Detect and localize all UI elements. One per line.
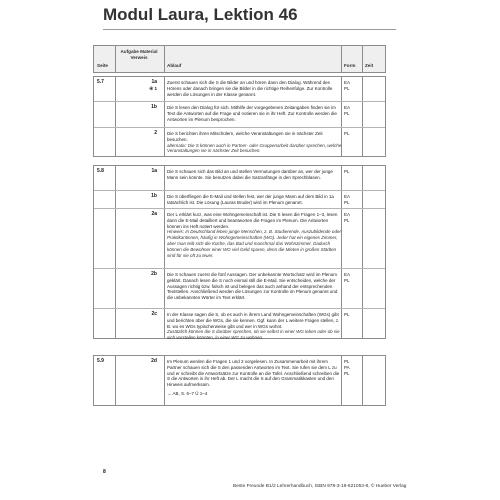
table-row	[94, 166, 385, 190]
task-number: 2b	[151, 271, 157, 277]
procedure-text: Die S berichten ihren Mitschülern, welche Veranstaltungen sie in nächster Zeit besuchen.	[167, 131, 323, 142]
table-row	[94, 208, 385, 268]
header-aufgabe: Aufgabe Material Verweis	[120, 49, 158, 60]
work-form: EA PL	[344, 80, 351, 91]
procedure-text: Zuerst schauen sich die S die Bilder an und hören dann den Dialog. Während des Hörens oder danach bringen sie die Bilder in die richtige Reihenfolge. Zur Kontrolle werden die Lösungen in der Klasse genannt.	[167, 80, 333, 97]
lesson-section-5-9	[93, 355, 386, 406]
table-row	[94, 77, 385, 101]
table-row	[94, 308, 385, 339]
procedure-note: Hinweis: In Deutschland leben junge Menschen, z. B. Studierende, Auszubildende oder Praktikantinnen, häufig in Wohngemeinschaften (WG). Jeder hat ein eigenes Zimmer, aber man teilt sich die Küche, das Bad und manchmal das Wohnzimmer. Dadurch können die Bewohner einer WG viel Geld sparen, denn die Mieten in großen Städten sind für sie oft zu teuer.	[167, 229, 341, 258]
table-row	[94, 268, 385, 308]
procedure-text: Die S schauen sich das Bild an und stellen Vermutungen darüber an, wer der junge Mann sein könnte. Sie benutzen dabei die Satzanfänge in den Sprechblasen.	[167, 169, 333, 180]
procedure-cell	[167, 312, 342, 341]
task-id	[118, 80, 160, 93]
table-row	[94, 356, 385, 406]
lesson-section-5-8	[93, 165, 386, 339]
procedure-text: In der Klasse sagen die S, ob es auch in ihrem Land Wohngemeinschaften (WGs) gibt und berichten über die WGs, die sie kennen. Ggf. kann der L weitere Fragen stellen, z. B. wo es WGs typischerweise gibt und wer in WGs wohnt.	[167, 312, 340, 329]
page-title: Modul Laura, Lektion 46	[103, 5, 298, 24]
procedure-text: Die S schauen zuerst die fünf Aussagen. Der unbekannte Wortschatz wird im Plenum geklärt. Danach lesen die S noch einmal still die E-Mail. Sie entscheiden, welche der Aussagen richtig bzw. falsch ist und belegen das auch anhand der entsprechenden Textstellen. Anschließend werden die Lösungen zur Kontrolle im Plenum genannt und die unbekannten Wörter im Text erklärt.	[167, 272, 338, 301]
procedure-text: Die S überfliegen die E-Mail und stellen fest, wer der junge Mann auf dem Bild in 1a tatsächlich ist. Die Lösung (Lauras Bruder) wird im Plenum genannt.	[167, 194, 334, 205]
footer-copyright: Beste Freunde B1/2 Lehrerhandbuch, ISBN 978-3-19-621053-8, © Hueber Verlag	[233, 484, 407, 489]
column-divider	[115, 46, 116, 72]
procedure-cell	[167, 212, 342, 258]
workbook-reference: → AB, S. 6–7 Ü 1–4	[167, 390, 208, 396]
work-form: PL	[344, 131, 350, 136]
task-number: 2c	[151, 311, 157, 317]
procedure-cell	[167, 131, 342, 154]
work-form: PL	[344, 169, 350, 174]
work-form: EA PL	[344, 272, 351, 283]
work-form: PL	[344, 312, 350, 317]
table-header	[93, 45, 386, 73]
procedure-text: Im Plenum werden die Fragen 1 und 2 vorgelesen. In Zusammenarbeit mit ihrem Partner schauen sich die S den passenden Antworten im Text. Sie rufen sie dem L zu und er schreibt die Antwortsätze zur Kontrolle an die Tafel. Anschließend schreiben die S die Antworten in ihr Heft ab. Der L macht die S auf den Grammatikkasten und den Hinweis aufmerksam.	[167, 359, 340, 388]
procedure-text: Der L erklärt kurz, was eine Wohngemeinschaft ist. Die S lesen die Fragen 1–3, lesen dann die E-Mail detailliert und beantworten die Fragen im Plenum. Die Antworten können ins Heft notiert werden.	[167, 212, 338, 229]
page-ref: 5.9	[97, 358, 104, 364]
task-number: 1a	[151, 79, 157, 85]
task-number: 2a	[151, 211, 157, 217]
page-ref: 5.8	[97, 168, 104, 174]
task-number: 1a	[151, 168, 157, 174]
task-number: 1b	[151, 193, 157, 199]
lesson-section-5-7	[93, 76, 386, 157]
work-form: EA PL	[344, 105, 351, 116]
procedure-note: Zusätzlich können die S darüber sprechen, ob sie selbst in einer WG leben oder ob sie sich vorstellen könnten, in einer WG zu wohnen.	[167, 329, 340, 341]
task-number: 1b	[151, 104, 157, 110]
column-divider	[164, 46, 165, 72]
procedure-text: Die S lesen den Dialog für sich. Mithilfe der vorgegebenen Zeitangaben finden sie im Text die Antworten auf die Frage und notieren sie in ihr Heft. Zur Kontrolle werden die Antworten im Plenum besprochen.	[167, 105, 337, 122]
table-row	[94, 190, 385, 208]
column-divider	[341, 46, 342, 72]
table-row	[94, 101, 385, 127]
procedure-note: alternativ: Die S können auch in Partner- oder Gruppenarbeit darüber sprechen, welche Veranstaltungen sie in nächster Zeit besuchen.	[167, 142, 342, 154]
work-form: EA PL	[344, 212, 351, 223]
title-divider	[103, 29, 396, 30]
table-row	[94, 127, 385, 157]
work-form: PL PA PL	[344, 359, 350, 376]
column-divider	[362, 46, 363, 72]
header-seite: Seite	[97, 63, 108, 68]
page-number: 8	[103, 469, 106, 475]
task-number: 2	[154, 130, 157, 136]
task-number: 2d	[151, 358, 157, 364]
procedure-cell	[167, 359, 342, 397]
header-zeit: Zeit	[365, 63, 374, 68]
page-ref: 5.7	[97, 79, 104, 85]
header-ablauf: Ablauf	[167, 63, 182, 68]
header-form: Form	[344, 63, 356, 68]
work-form: EA PL	[344, 194, 351, 205]
audio-track-icon: ④ 1	[149, 85, 157, 91]
